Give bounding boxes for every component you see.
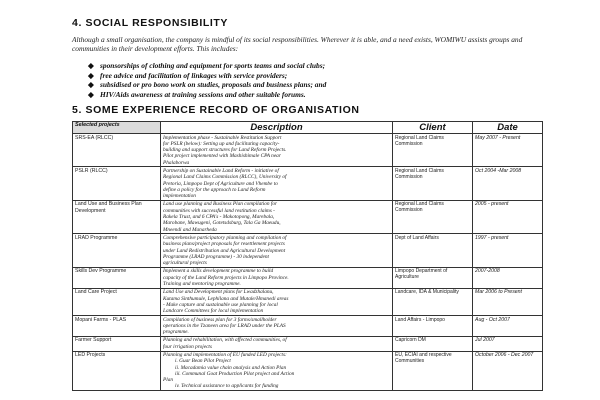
client-cell: Land Affairs - Limpopo xyxy=(393,316,473,337)
date-cell: Jul 2007 xyxy=(473,336,543,351)
description-line: Phalaborwa xyxy=(163,159,190,166)
description-line: Pretoria, Limpopo Dept of Agriculture and Vhembe to xyxy=(163,180,278,187)
description-line: Comprehensive participatory planning and compilation of xyxy=(163,234,287,241)
project-description-cell xyxy=(161,267,393,288)
table-row xyxy=(73,134,543,167)
description-line: operations in the Tzaneen area for LRAD under the PLAS xyxy=(163,322,286,329)
description-line: Compilation of business plan for 3 farms/smallholder xyxy=(163,316,277,323)
client-cell: Limpopo Department of Agriculture xyxy=(393,267,473,288)
project-name-cell: Mopani Farms - PLAS xyxy=(73,316,161,337)
list-item: ◆ sponsorships of clothing and equipment for sports teams and social clubs; xyxy=(88,61,326,70)
project-name-cell: LRAD Programme xyxy=(73,234,161,267)
project-name-cell: Skills Dev Programme xyxy=(73,267,161,288)
project-name-cell: PSLR (RLCC) xyxy=(73,167,161,200)
experience-table xyxy=(72,121,543,391)
social-responsibility-list xyxy=(88,61,538,99)
table-row xyxy=(73,234,543,267)
description-line: Landcare Committees for local implementation xyxy=(163,308,264,315)
description-line: Pilot project implemented with Mashishimale CPA near xyxy=(163,153,281,160)
description-line: Implement a skills development programme to build xyxy=(163,268,274,275)
bullet-icon: ◆ xyxy=(88,61,94,70)
client-cell: EU, ECIAI and respective Communities xyxy=(393,351,473,391)
project-name-cell: Farmer Support xyxy=(73,336,161,351)
date-cell: Aug - Oct 2007 xyxy=(473,316,543,337)
list-item: ◆ HIV/Aids awareness at training sessions and other suitable forums. xyxy=(88,89,306,99)
description-line: communities with successful land restitution claims - xyxy=(163,207,275,214)
project-description-cell xyxy=(161,336,393,351)
bullet-icon: ◆ xyxy=(88,80,94,90)
date-cell: Oct 2004 -Mar 2008 xyxy=(473,167,543,200)
description-line: for PSLR (below): Setting up and facilitating capacity- xyxy=(163,140,280,147)
description-line: iv. Technical assistance to applicants for funding xyxy=(175,383,279,390)
project-name-cell: SRS-EA (RLCC) xyxy=(73,134,161,167)
bullet-icon: ◆ xyxy=(88,70,94,80)
date-cell: Mar 2006 to Present xyxy=(473,288,543,315)
description-line: Rakela Trust, and 6 CPA's - Makotopong, Marebala, xyxy=(163,214,275,221)
table-row xyxy=(73,351,543,391)
description-line: i. Guar Bean Pilot Project xyxy=(175,358,231,365)
table-row xyxy=(73,316,543,337)
description-line: programme. xyxy=(163,329,189,336)
description-line: Implementation phase - Sustainable Restitution Support xyxy=(163,134,282,141)
description-line: four irrigation projects xyxy=(163,343,212,350)
table-row xyxy=(73,200,543,233)
description-line: business plans/project proposals for resettlement projects xyxy=(163,241,285,248)
project-description-cell xyxy=(161,351,393,391)
description-line: Regional Land Claims Commission (RLCC), University of xyxy=(163,174,287,181)
project-description-cell xyxy=(161,167,393,200)
date-cell: 2007-2008 xyxy=(473,267,543,288)
social-responsibility-intro: Although a small organisation, the company is mindful of its social responsibilities. Wherever it is able, and a need exists, WOMIWU assists groups and communities in their development efforts. This includes: xyxy=(72,35,523,54)
column-header-date: Date xyxy=(473,122,543,134)
description-line: agricultural projects xyxy=(163,260,207,267)
description-line: Planning and rehabilitation, with affected communities, of xyxy=(163,337,287,344)
description-line: ii. Macadamia value chain analysis and Action Plan xyxy=(175,364,287,371)
client-cell: Landcare, IDA & Municipality xyxy=(393,288,473,315)
client-cell: Regional Land Claims Commission xyxy=(393,200,473,233)
project-description-cell xyxy=(161,234,393,267)
description-line: Partnership on Sustainable Land Reform - initiative of xyxy=(163,167,279,174)
project-description-cell xyxy=(161,288,393,315)
bullet-icon: ◆ xyxy=(88,89,94,99)
list-item: ◆ subsidised or pro bono work on studies, proposals and business plans; and xyxy=(88,80,327,90)
date-cell: 1997 - present xyxy=(473,234,543,267)
table-header-row xyxy=(73,122,543,134)
description-line: Plan xyxy=(163,377,174,384)
client-cell: Regional Land Claims Commission xyxy=(393,167,473,200)
description-line: define a policy for the approach to Land Reform xyxy=(163,186,266,193)
table-row xyxy=(73,288,543,315)
date-cell: October 2006 - Dec 2007 xyxy=(473,351,543,391)
section-5-heading: 5. SOME EXPERIENCE RECORD OF ORGANISATION xyxy=(72,104,360,116)
column-header-client: Client xyxy=(393,122,473,134)
table-row xyxy=(73,167,543,200)
list-item: ◆ free advice and facilitation of linkages with service providers; xyxy=(88,70,288,80)
experience-table-body xyxy=(73,134,543,391)
description-line: Training and mentoring programme. xyxy=(163,281,241,288)
column-header-description: Description xyxy=(161,122,393,134)
date-cell: 2005 - present xyxy=(473,200,543,233)
client-cell: Dept of Land Affairs xyxy=(393,234,473,267)
date-cell: May 2007 - Present xyxy=(473,134,543,167)
description-line: Land use planning and Business Plan compilation for xyxy=(163,201,278,208)
project-name-cell: Land Care Project xyxy=(73,288,161,315)
project-name-cell: Land Use and Business Plan Development xyxy=(73,200,161,233)
description-line: Marobane, Mawugeni, Gotetsdsburg, Tala Ga Maeudu, xyxy=(163,220,281,227)
project-description-cell xyxy=(161,200,393,233)
description-line: Mneendi and Manarheda xyxy=(163,226,217,233)
project-description-cell xyxy=(161,134,393,167)
description-line: Land Use and Development plans for Lwadzhalanu, xyxy=(163,289,274,296)
description-line: under Land Redistribution and Agricultural Development xyxy=(163,247,286,254)
description-line: Kutama Sinthumule, Lephilana and Mutale/Hmanedi areas xyxy=(163,295,289,302)
description-line: iii. Communal Goat Production Pilot project and Action xyxy=(175,370,295,377)
project-name-cell: LED Projects xyxy=(73,351,161,391)
client-cell: Regional Land Claims Commission xyxy=(393,134,473,167)
description-line: building and support structures for Land Reform Projects. xyxy=(163,147,287,154)
table-row xyxy=(73,336,543,351)
table-row xyxy=(73,267,543,288)
client-cell: Capricorn DM xyxy=(393,336,473,351)
description-line: - Make capture and sustainable use planning for local xyxy=(163,301,278,308)
project-description-cell xyxy=(161,316,393,337)
description-line: capacity of the Land Reform projects in Limpopo Province. xyxy=(163,274,289,281)
description-line: implementation xyxy=(163,193,196,200)
section-4-heading: 4. SOCIAL RESPONSIBILITY xyxy=(72,17,228,29)
column-header-projects: Selected projects xyxy=(73,122,161,134)
description-line: Planning and implementation of EU funded LED projects: xyxy=(163,352,287,358)
description-line: Programme (LRAD programme) - 30 independent xyxy=(163,253,269,260)
